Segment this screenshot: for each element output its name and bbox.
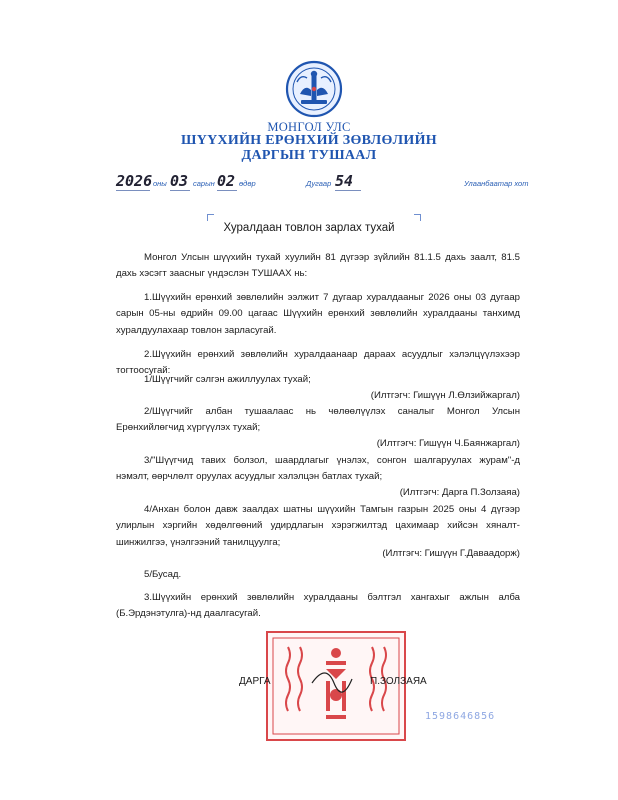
document-title: Хуралдаан товлон зарлах тухай [223, 222, 395, 234]
agenda-item-2: 2/Шүүгчийг албан тушаалаас нь чөлөөлүүлэх саналыг Монгол Улсын Ерөнхийлөгчид хүргүүлэх тухай; [116, 406, 520, 434]
agenda-item-3: 3/"Шүүгчид тавих болзол, шаардлагыг үнэлэх, сонгон шалгаруулах журам"-д нэмэлт, өөрчлөлт оруулах асуудлыг хэлэлцэн батлах тухай; [116, 455, 520, 483]
number-label: Дугаар [306, 179, 332, 188]
paragraph-1: 1.Шүүхийн ерөнхий зөвлөлийн ээлжит 7 дугаар хуралдааныг 2026 оны 03 дугаар сарын 05-ны өдрийн 09.00 цагаас Шүүхийн ерөнхий зөвлөлийн хуралдааны танхимд хуралдуулахаар товлон зарласугай. [116, 292, 520, 336]
agenda-item-4: 4/Анхан болон давж заалдах шатны шүүхийн Тамгын газрын 2025 оны 4 дүгээр улирлын хэргийн хөдөлгөөний удирдлагын хэрэгжилтэд цахимаар хийсэн хяналт- шинжилгээ, үнэлгээний танилцуулга; [116, 504, 520, 548]
title-corner-tl [207, 214, 214, 221]
agenda-item-3-presenter: (Илтгэгч: Дарга П.Золзаяа) [399, 487, 520, 498]
date-day-suffix: өдөр [239, 179, 256, 188]
header-council: ШҮҮХИЙН ЕРӨНХИЙ ЗӨВЛӨЛИЙН [181, 133, 437, 148]
header-doc-type: ДАРГЫН ТУШААЛ [241, 148, 377, 163]
paragraph-2: 2.Шүүхийн ерөнхий зөвлөлийн хуралдаанаар дараах асуудлыг хэлэлцүүлэхээр тогтоосугай: [116, 349, 520, 377]
signer-role: ДАРГА [239, 676, 271, 687]
order-number: 54 [335, 172, 361, 191]
title-corner-tr [414, 214, 421, 221]
state-emblem [285, 60, 343, 118]
date-month: 03 [170, 172, 189, 190]
signer-name: П.ЗОЛЗАЯА [370, 676, 427, 687]
stamp-code: 1598646856 [425, 711, 496, 722]
agenda-item-5: 5/Бусад. [144, 569, 182, 580]
date-month-suffix: сарын [193, 179, 215, 188]
agenda-item-4-presenter: (Илтгэгч: Гишүүн Г.Даваадорж) [382, 548, 520, 559]
meta-row [0, 172, 618, 194]
header-country: МОНГОЛ УЛС [267, 120, 351, 134]
paragraph-3: 3.Шүүхийн ерөнхий зөвлөлийн хуралдааны бэлтгэл хангахыг ажлын алба (Б.Эрдэнэтулга)-нд даалгасугай. [116, 592, 520, 620]
date-day: 02 [217, 172, 236, 190]
date-year: 2026 [116, 172, 153, 190]
preamble: Монгол Улсын шүүхийн тухай хуулийн 81 дүгээр зүйлийн 81.1.5 дахь заалт, 81.5 дахь хэсэгт заасныг үндэслэн ТУШААХ нь: [116, 252, 520, 280]
agenda-item-1-presenter: (Илтгэгч: Гишүүн Л.Өлзийжаргал) [370, 390, 520, 401]
agenda-item-1: 1/Шүүгчийг сэлгэн ажиллуулах тухай; [144, 374, 311, 385]
agenda-item-2-presenter: (Илтгэгч: Гишүүн Ч.Баянжаргал) [376, 438, 520, 449]
place: Улаанбаатар хот [464, 179, 529, 188]
date-year-suffix: оны [153, 179, 167, 188]
